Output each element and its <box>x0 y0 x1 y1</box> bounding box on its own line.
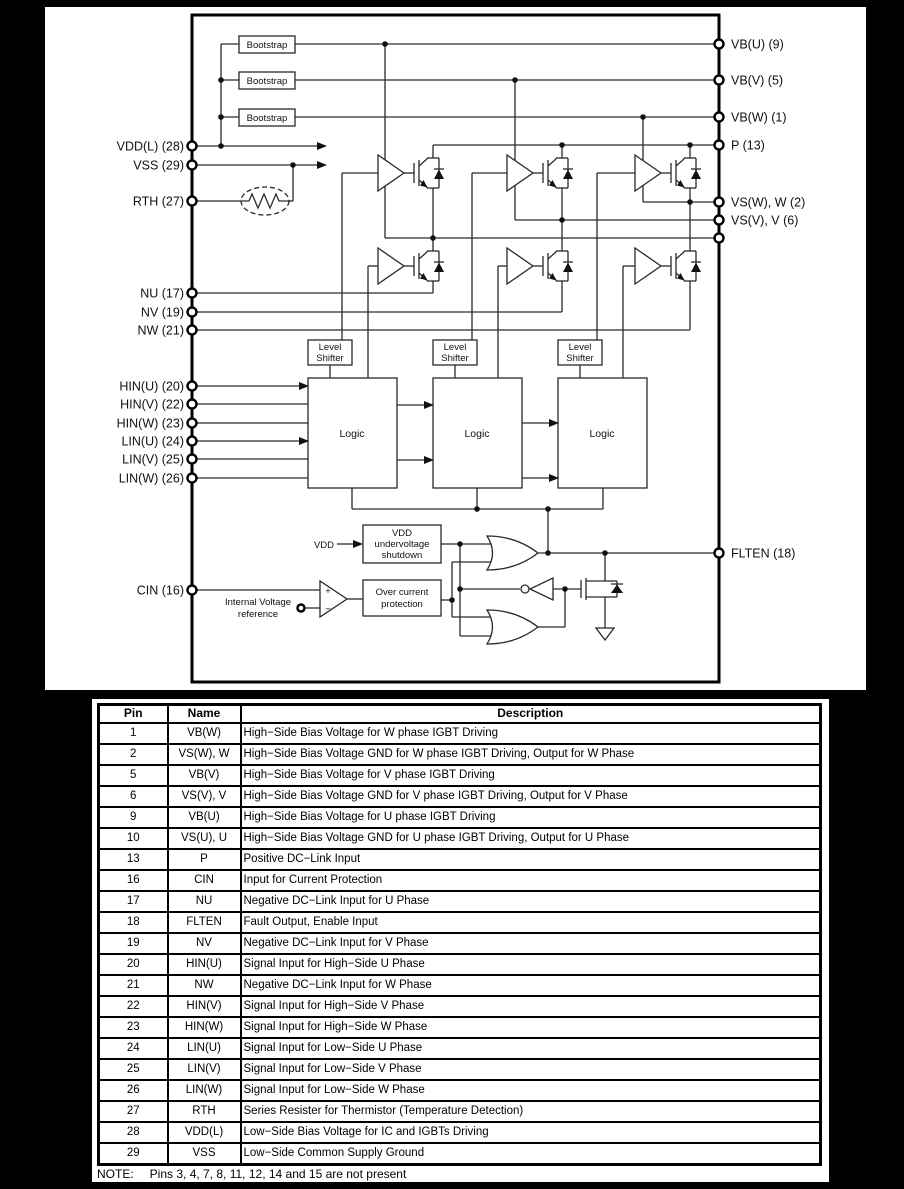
name-cell: VS(W), W <box>168 744 241 765</box>
pin-label-hinu: HIN(U) (20) <box>119 379 184 394</box>
description-cell: Series Resister for Thermistor (Temperature Detection) <box>241 1101 821 1122</box>
table-row <box>99 723 821 744</box>
pin-cell: 24 <box>99 1038 168 1059</box>
pin-hinw <box>188 419 197 428</box>
name-cell: VB(W) <box>168 723 241 744</box>
logic-label: Logic <box>339 428 365 440</box>
pin-label-vss: VSS (29) <box>133 158 184 173</box>
level-shifter-label: Shifter <box>316 353 344 364</box>
pin-vbw <box>715 113 724 122</box>
pin-label-rth: RTH (27) <box>132 194 184 209</box>
description-cell: Positive DC−Link Input <box>241 849 821 870</box>
table-row <box>99 786 821 807</box>
pin-nv <box>188 308 197 317</box>
pin-vsu <box>715 234 724 243</box>
name-cell: P <box>168 849 241 870</box>
table-row <box>99 807 821 828</box>
pin-label-vbv: VB(V) (5) <box>731 73 784 88</box>
header-name: Name <box>168 705 241 724</box>
pin-label-p: P (13) <box>731 138 765 153</box>
pin-label-cin: CIN (16) <box>136 583 184 598</box>
pin-cell: 28 <box>99 1122 168 1143</box>
description-cell: Negative DC−Link Input for U Phase <box>241 891 821 912</box>
table-row <box>99 1101 821 1122</box>
table-row <box>99 744 821 765</box>
pin-cell: 22 <box>99 996 168 1017</box>
description-cell: Signal Input for Low−Side W Phase <box>241 1080 821 1101</box>
name-cell: VS(U), U <box>168 828 241 849</box>
pin-cell: 9 <box>99 807 168 828</box>
table-row <box>99 975 821 996</box>
pin-cin <box>188 586 197 595</box>
pin-cell: 25 <box>99 1059 168 1080</box>
pin-cell: 21 <box>99 975 168 996</box>
name-cell: VB(U) <box>168 807 241 828</box>
pin-label-nu: NU (17) <box>140 286 184 301</box>
name-cell: HIN(U) <box>168 954 241 975</box>
pin-hinv <box>188 400 197 409</box>
pin-cell: 16 <box>99 870 168 891</box>
bootstrap-label: Bootstrap <box>246 76 288 87</box>
name-cell: HIN(V) <box>168 996 241 1017</box>
pin-cell: 20 <box>99 954 168 975</box>
description-cell: Signal Input for High−Side W Phase <box>241 1017 821 1038</box>
pin-linw <box>188 474 197 483</box>
table-row <box>99 870 821 891</box>
pin-cell: 10 <box>99 828 168 849</box>
level-shifter-label: Level <box>568 342 592 353</box>
level-shifter-label: Level <box>443 342 467 353</box>
block-diagram <box>45 7 866 690</box>
name-cell: HIN(W) <box>168 1017 241 1038</box>
block-diagram-panel <box>45 7 866 690</box>
bootstrap-label: Bootstrap <box>246 113 288 124</box>
name-cell: CIN <box>168 870 241 891</box>
table-note <box>97 1167 406 1181</box>
pin-linv <box>188 455 197 464</box>
pin-nu <box>188 289 197 298</box>
description-cell: Negative DC−Link Input for W Phase <box>241 975 821 996</box>
pin-p <box>715 141 724 150</box>
name-cell: LIN(V) <box>168 1059 241 1080</box>
table-row <box>99 765 821 786</box>
table-row <box>99 1017 821 1038</box>
or-gate-bottom <box>487 610 538 644</box>
pin-label-hinv: HIN(V) (22) <box>120 397 184 412</box>
pin-label-hinw: HIN(W) (23) <box>116 416 184 431</box>
pin-cell: 13 <box>99 849 168 870</box>
uv-label: undervoltage <box>374 539 430 550</box>
pin-cell: 18 <box>99 912 168 933</box>
pin-cell: 23 <box>99 1017 168 1038</box>
protection-circuit <box>192 525 719 644</box>
pin-label-linw: LIN(W) (26) <box>118 471 184 486</box>
table-row <box>99 1143 821 1165</box>
pin-description-table <box>97 703 822 1166</box>
comparator-minus: − <box>325 604 331 615</box>
vdd-inline-label: VDD <box>313 540 334 551</box>
table-row <box>99 933 821 954</box>
pin-cell: 17 <box>99 891 168 912</box>
pin-cell: 6 <box>99 786 168 807</box>
name-cell: VSS <box>168 1143 241 1165</box>
internal-ref-label: reference <box>237 609 279 620</box>
description-cell: Signal Input for Low−Side V Phase <box>241 1059 821 1080</box>
pin-label-vbw: VB(W) (1) <box>731 110 787 125</box>
pin-cell: 1 <box>99 723 168 744</box>
description-cell: Input for Current Protection <box>241 870 821 891</box>
bootstrap-label: Bootstrap <box>246 40 288 51</box>
table-row <box>99 828 821 849</box>
or-gate-top <box>487 536 538 570</box>
pin-label-vsv: VS(V), V (6) <box>731 213 799 228</box>
description-cell: Negative DC−Link Input for V Phase <box>241 933 821 954</box>
name-cell: NW <box>168 975 241 996</box>
description-cell: Fault Output, Enable Input <box>241 912 821 933</box>
note-label: NOTE: <box>97 1167 134 1181</box>
table-row <box>99 954 821 975</box>
level-shifter-label: Shifter <box>441 353 469 364</box>
pin-cell: 27 <box>99 1101 168 1122</box>
pin-label-nw: NW (21) <box>137 323 184 338</box>
overcurrent-protection-box <box>363 580 441 616</box>
description-cell: Signal Input for High−Side U Phase <box>241 954 821 975</box>
table-row <box>99 996 821 1017</box>
pin-cell: 29 <box>99 1143 168 1165</box>
pin-label-vddl: VDD(L) (28) <box>116 139 184 154</box>
table-row <box>99 912 821 933</box>
uv-label: VDD <box>391 528 413 539</box>
level-shifter-label: Level <box>318 342 342 353</box>
pin-labels <box>117 38 806 598</box>
note-text: Pins 3, 4, 7, 8, 11, 12, 14 and 15 are not present <box>149 1167 407 1181</box>
reference-node <box>298 605 305 612</box>
table-row <box>99 891 821 912</box>
pin-linu <box>188 437 197 446</box>
logic-blocks <box>308 378 647 488</box>
pin-nw <box>188 326 197 335</box>
pin-cell: 2 <box>99 744 168 765</box>
name-cell: VDD(L) <box>168 1122 241 1143</box>
uv-label: shutdown <box>381 550 423 561</box>
pin-label-linu: LIN(U) (24) <box>121 434 184 449</box>
pin-table-panel <box>92 699 829 1182</box>
description-cell: High−Side Bias Voltage for U phase IGBT Driving <box>241 807 821 828</box>
thermistor <box>241 187 289 215</box>
inverter-bubble <box>521 585 529 593</box>
table-header-row <box>99 705 821 724</box>
inverter-gate <box>530 578 553 600</box>
header-description: Description <box>241 705 821 724</box>
oc-label: Over current <box>375 587 429 598</box>
description-cell: Signal Input for High−Side V Phase <box>241 996 821 1017</box>
pin-vss <box>188 161 197 170</box>
logic-label: Logic <box>464 428 490 440</box>
pin-label-vsw: VS(W), W (2) <box>731 195 806 210</box>
pin-label-flten: FLTEN (18) <box>731 546 796 561</box>
description-cell: Low−Side Bias Voltage for IC and IGBTs Driving <box>241 1122 821 1143</box>
pin-label-vbu: VB(U) (9) <box>731 37 784 52</box>
description-cell: High−Side Bias Voltage GND for V phase IGBT Driving, Output for V Phase <box>241 786 821 807</box>
pin-vsv <box>715 216 724 225</box>
description-cell: High−Side Bias Voltage for W phase IGBT Driving <box>241 723 821 744</box>
table-row <box>99 1038 821 1059</box>
logic-label: Logic <box>589 428 615 440</box>
table-row <box>99 1080 821 1101</box>
pin-vsw <box>715 198 724 207</box>
name-cell: NV <box>168 933 241 954</box>
pin-hinu <box>188 382 197 391</box>
pin-label-linv: LIN(V) (25) <box>122 452 184 467</box>
fault-mosfet <box>581 553 623 640</box>
ground-symbol <box>596 628 614 640</box>
pin-label-nv: NV (19) <box>140 305 184 320</box>
name-cell: VS(V), V <box>168 786 241 807</box>
pin-cell: 5 <box>99 765 168 786</box>
name-cell: VB(V) <box>168 765 241 786</box>
pin-vbu <box>715 40 724 49</box>
name-cell: LIN(W) <box>168 1080 241 1101</box>
description-cell: High−Side Bias Voltage GND for U phase IGBT Driving, Output for U Phase <box>241 828 821 849</box>
pin-vbv <box>715 76 724 85</box>
table-row <box>99 1059 821 1080</box>
table-row <box>99 1122 821 1143</box>
pin-flten <box>715 549 724 558</box>
name-cell: NU <box>168 891 241 912</box>
description-cell: High−Side Bias Voltage for V phase IGBT Driving <box>241 765 821 786</box>
description-cell: High−Side Bias Voltage GND for W phase IGBT Driving, Output for W Phase <box>241 744 821 765</box>
table-row <box>99 849 821 870</box>
header-pin: Pin <box>99 705 168 724</box>
comparator-plus: + <box>325 586 331 597</box>
oc-label: protection <box>381 599 423 610</box>
description-cell: Signal Input for Low−Side U Phase <box>241 1038 821 1059</box>
internal-ref-label: Internal Voltage <box>224 597 292 608</box>
name-cell: RTH <box>168 1101 241 1122</box>
name-cell: LIN(U) <box>168 1038 241 1059</box>
pin-rth <box>188 197 197 206</box>
level-shifter-label: Shifter <box>566 353 594 364</box>
pin-vddl <box>188 142 197 151</box>
pin-cell: 19 <box>99 933 168 954</box>
name-cell: FLTEN <box>168 912 241 933</box>
pin-cell: 26 <box>99 1080 168 1101</box>
description-cell: Low−Side Common Supply Ground <box>241 1143 821 1165</box>
level-shifters <box>308 340 602 378</box>
